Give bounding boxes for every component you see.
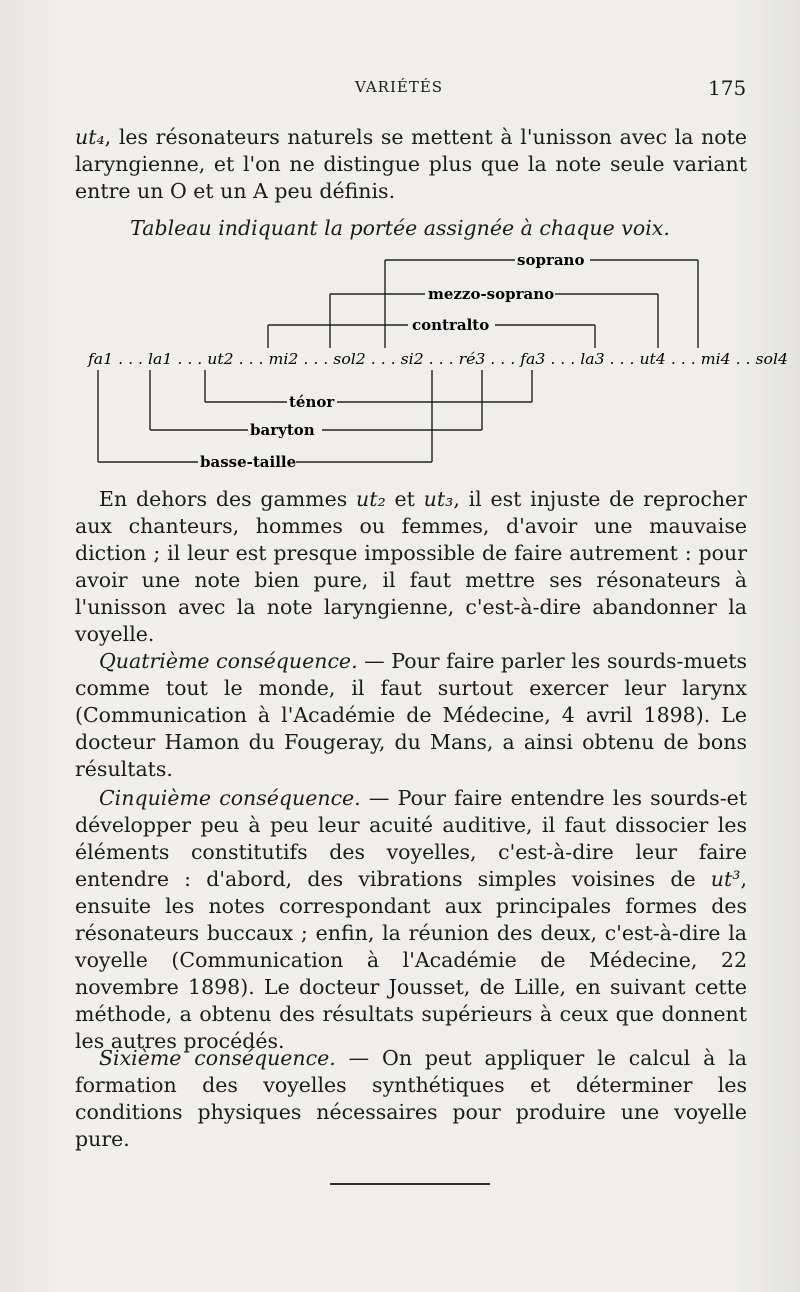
end-rule [330, 1183, 490, 1185]
note-scale: fa1 . . . la1 . . . ut2 . . . mi2 . . . sol2 . . . si2 . . . ré3 . . . fa3 . . . la3 . . . ut4 . . . mi4 . . sol4 [86, 352, 788, 368]
page-number: 175 [708, 76, 747, 100]
paragraph-4: Sixième conséquence. — On peut appliquer le calcul à la formation des voyelles synthétiques et déterminer les conditions physiques nécessaires pour produire une voyelle pure. [75, 1046, 747, 1151]
note-symbol: ut₄ [75, 125, 105, 149]
top-paragraph-text: , les résonateurs naturels se mettent à l'unisson avec la note laryngienne, et l'on ne distingue plus que la note seule variant entre un O et un A peu définis. [75, 125, 747, 203]
section-heading: Sixième conséquence. [99, 1046, 336, 1070]
label-basse-taille: basse-taille [200, 453, 297, 471]
label-soprano: soprano [517, 251, 585, 269]
running-head: VARIÉTÉS [355, 78, 444, 96]
note-ut2: ut₂ [356, 487, 386, 511]
label-contralto: contralto [412, 316, 490, 334]
table-caption: Tableau indiquant la portée assignée à chaque voix. [130, 216, 670, 240]
paragraph-3: Cinquième conséquence. — Pour faire entendre les sourds-et développer peu à peu leur acuité auditive, il faut dissocier les éléments constitutifs des voyelles, c'est-à-dire leur faire entendre : d'abord, des vibrations simples voisines de ut³, ensuite les notes correspondant aux principales formes des résonateurs buccaux ; enfin, la réunion des deux, c'est-à-dire la voyelle (Communication à l'Académie de Médecine, 22 novembre 1898). Le docteur Jousset, de Lille, en suivant cette méthode, a obtenu des résultats supérieurs à ceux que donnent les autres procédés. [75, 786, 747, 1053]
label-tenor: ténor [289, 393, 335, 411]
top-paragraph [75, 124, 747, 205]
label-baryton: baryton [250, 421, 315, 439]
section-heading: Quatrième conséquence. [99, 649, 358, 673]
voice-range-diagram [0, 240, 800, 480]
section-heading: Cinquième conséquence. [99, 786, 361, 810]
paragraph-2: Quatrième conséquence. — Pour faire parler les sourds-muets comme tout le monde, il faut surtout exercer leur larynx (Communication à l'Académie de Médecine, 4 avril 1898). Le docteur Hamon du Fougeray, du Mans, a ainsi obtenu de bons résultats. [75, 649, 748, 781]
note-ut3-sup: ut³ [710, 867, 741, 891]
label-mezzo-soprano: mezzo-soprano [428, 285, 555, 303]
note-ut3: ut₃ [423, 487, 454, 511]
paragraph-1: En dehors des gammes ut₂ et ut₃, il est injuste de reprocher aux chanteurs, hommes ou femmes, d'avoir une mauvaise diction ; il leur est presque impossible de faire autrement : pour avoir une note bien pure, il faut mettre ses résonateurs à l'unisson avec la note laryngienne, c'est-à-dire abandonner la voyelle. [75, 487, 747, 646]
